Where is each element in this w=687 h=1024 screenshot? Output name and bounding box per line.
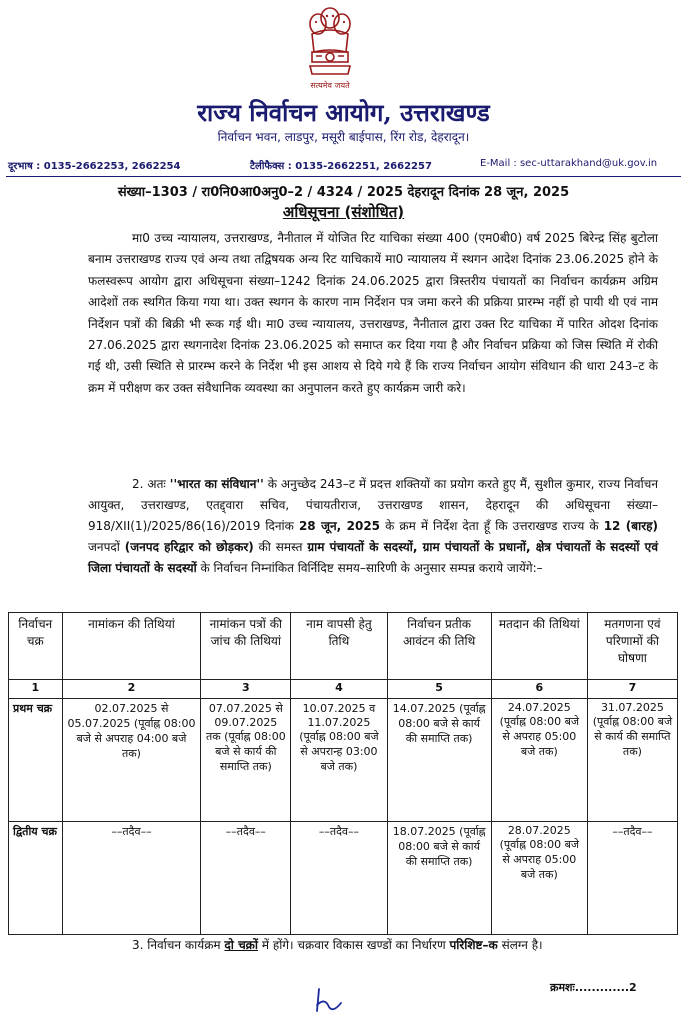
column-number: 6 — [491, 680, 587, 699]
col-header-withdrawal: नाम वापसी हेतु तिथि — [291, 613, 387, 680]
column-number: 7 — [587, 680, 677, 699]
col-header-phase: निर्वाचन चक्र — [9, 613, 63, 680]
column-number: 5 — [387, 680, 491, 699]
table-cell: ––तदैव–– — [201, 822, 291, 935]
organization-name: राज्य निर्वाचन आयोग, उत्तराखण्ड — [197, 98, 490, 127]
table-cell: ––तदैव–– — [291, 822, 387, 935]
table-header-row — [9, 613, 678, 680]
reference-number: संख्या–1303 / रा0नि0आ0अनु0–2 / 4324 / 2025 देहरादून दिनांक 28 जून, 2025 — [117, 185, 570, 200]
continuation-marker: क्रमशः.............2 — [550, 981, 637, 994]
table-cell: 28.07.2025 (पूर्वाह्न 08:00 बजे से अपराह 05:00 बजे तक) — [491, 822, 587, 935]
table-cell: 07.07.2025 से 09.07.2025 तक (पूर्वाह्न 08:00 बजे से कार्य की समाप्ति तक) — [201, 699, 291, 822]
paragraph-2: 2. अतः ''भारत का संविधान'' के अनुच्छेद 243–ट में प्रदत्त शक्तियों का प्रयोग करते हुए मैं, सुशील कुमार, राज्य निर्वाचन आयुक्त, उत्तराखण्ड, एतद्द्वारा सचिव, पंचायतीराज, उत्तराखण्ड शासन, देहरादून की अधिसूचना संख्या–918/XII(1)/2025/86(16)/2019 दिनांक 28 जून, 2025 के क्रम में निर्देश देता हूँ कि उत्तराखण्ड राज्य के 12 (बारह) जनपदों (जनपद हरिद्वार को छोड़कर) की समस्त ग्राम पंचायतों के सदस्यों, ग्राम पंचायतों के प्रधानों, क्षेत्र पंचायतों के सदस्यों एवं जिला पंचायतों के सदस्यों के निर्वाचन निम्नांकित विर्निदिष्ट समय–सारिणी के अनुसार सम्पन्न कराये जायेंगे:– — [88, 477, 659, 575]
col-header-polling: मतदान की तिथियां — [491, 613, 587, 680]
phone-number: दूरभाष : 0135-2662253, 2662254 — [8, 161, 181, 172]
column-number: 4 — [291, 680, 387, 699]
col-header-counting: मतगणना एवं परिणामों की घोषणा — [587, 613, 677, 680]
column-number: 1 — [9, 680, 63, 699]
table-cell: प्रथम चक्र — [9, 699, 63, 822]
table-cell: 10.07.2025 व 11.07.2025 (पूर्वाह्न 08:00 बजे से अपरान्ह 03:00 बजे तक) — [291, 699, 387, 822]
table-cell: 14.07.2025 (पूर्वाह्न 08:00 बजे से कार्य की समाप्ति तक) — [387, 699, 491, 822]
paragraph-1: मा0 उच्च न्यायालय, उत्तराखण्ड, नैनीताल में योजित रिट याचिका संख्या 400 (एम0बी0) वर्ष 2025 बिरेन्द्र सिंह बुटोला बनाम उत्तराखण्ड राज्य एवं अन्य तथा तद्विषयक अन्य रिट याचिकायें मा0 न्यायालय में स्थगन आदेश दिनांक 23.06.2025 होने के फलस्वरूप आयोग द्वारा अधिसूचना संख्या–1242 दिनांक 24.06.2025 द्वारा त्रिस्तरीय पंचायतों का निर्वाचन कार्यक्रम अग्रिम आदेशों तक स्थगित किया गया था। उक्त स्थगन के कारण नाम निर्देशन पत्र जमा करने की प्रक्रिया प्रारम्भ नहीं हो पायी थी एवं नाम निर्देशन पत्रों की बिक्री भी रूक गई थी। मा0 उच्च न्यायालय, उत्तराखण्ड, नैनीताल द्वारा उक्त रिट याचिका में पारित ओदश दिनांक 27.06.2025 द्वारा स्थगनादेश दिनांक 23.06.2025 को समाप्त कर दिया गया है और निर्वाचन प्रक्रिया को जिस स्थिति में रोकी गई थी, उसी स्थिति से प्रारम्भ करने के निर्देश भी इस आशय से दिये गये हैं कि राज्य निर्वाचन आयोग संविधान की धारा 243–ट के क्रम में परीक्षण कर उक्त संवैधानिक व्यवस्था का अनुपालन करते हुए कार्यक्रम जारी करे। — [88, 231, 658, 395]
table-row — [9, 822, 678, 935]
column-number: 3 — [201, 680, 291, 699]
header-divider — [6, 176, 681, 177]
election-schedule-table — [8, 612, 678, 935]
table-cell: ––तदैव–– — [62, 822, 201, 935]
table-row — [9, 699, 678, 822]
fax-number: टैलीफैक्स : 0135-2662251, 2662257 — [250, 161, 432, 172]
col-header-symbol-allotment: निर्वाचन प्रतीक आवंटन की तिथि — [387, 613, 491, 680]
table-cell: 24.07.2025 (पूर्वाह्न 08:00 बजे से अपराह 05:00 बजे तक) — [491, 699, 587, 822]
table-cell: द्वितीय चक्र — [9, 822, 63, 935]
paragraph-3: 3. निर्वाचन कार्यक्रम दो चक्रों में होंगे। चक्रवार विकास खण्डों का निर्धारण परिशिष्ट–क संलग्न है। — [132, 938, 543, 952]
col-header-scrutiny: नामांकन पत्रों की जांच की तिथियां — [201, 613, 291, 680]
table-cell: ––तदैव–– — [587, 822, 677, 935]
notification-heading: अधिसूचना (संशोधित) — [282, 203, 405, 221]
col-header-nomination: नामांकन की तिथियां — [62, 613, 201, 680]
column-number: 2 — [62, 680, 201, 699]
email-address: E-Mail : sec-uttarakhand@uk.gov.in — [480, 158, 658, 169]
signature-mark-icon — [305, 985, 355, 1015]
column-number-row — [9, 680, 678, 699]
table-cell: 02.07.2025 से 05.07.2025 (पूर्वाह्न 08:00 बजे से अपराह 04:00 बजे तक) — [62, 699, 201, 822]
table-cell: 18.07.2025 (पूर्वाह्न 08:00 बजे से कार्य की समाप्ति तक) — [387, 822, 491, 935]
table-cell: 31.07.2025 (पूर्वाह्न 08:00 बजे से कार्य की समाप्ति तक) — [587, 699, 677, 822]
emblem-motto: सत्यमेव जयते — [310, 81, 350, 90]
organization-address: निर्वाचन भवन, लाडपुर, मसूरी बाईपास, रिंग रोड, देहरादून। — [217, 130, 470, 144]
